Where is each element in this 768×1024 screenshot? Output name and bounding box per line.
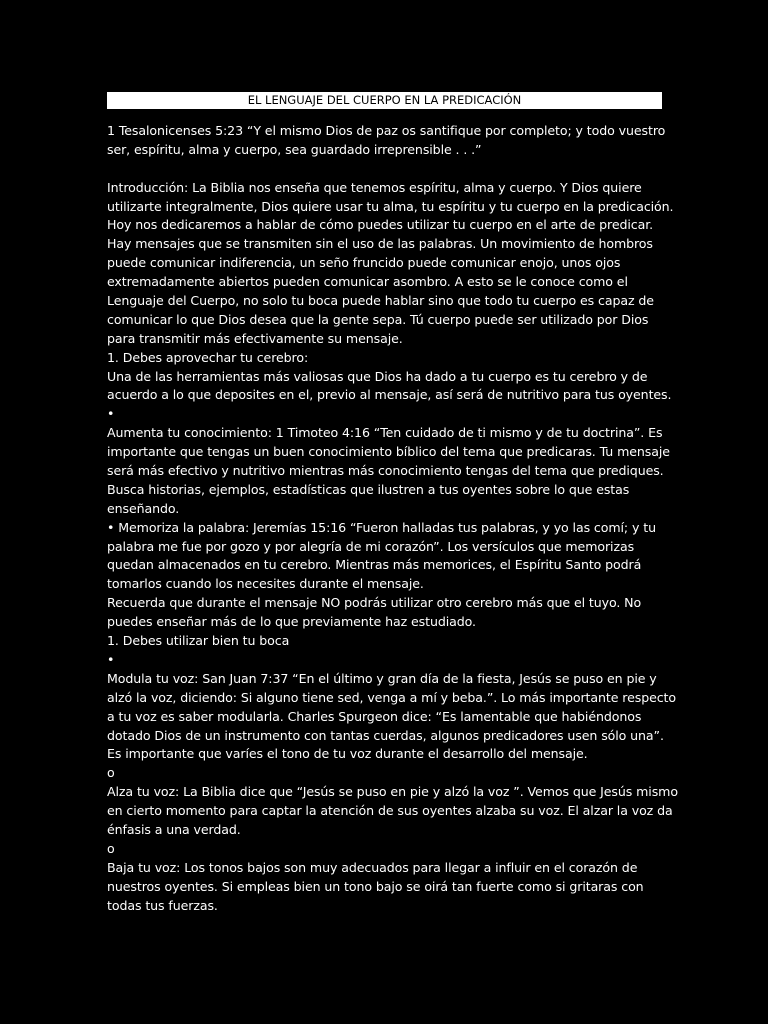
body-line: • bbox=[107, 651, 115, 667]
body-line: puedes enseñar más de lo que previamente haz estudiado. bbox=[107, 614, 476, 630]
body-line: nuestros oyentes. Si empleas bien un tono bajo se oirá tan fuerte como si gritaras con bbox=[107, 878, 644, 894]
body-line: Una de las herramientas más valiosas que Dios ha dado a tu cuerpo es tu cerebro y de bbox=[107, 368, 648, 384]
body-line: Aumenta tu conocimiento: 1 Timoteo 4:16 “Ten cuidado de ti mismo y de tu doctrina”. Es bbox=[107, 425, 663, 441]
body-line: comunicar lo que Dios desea que la gente sepa. Tú cuerpo puede ser utilizado por Dios bbox=[107, 311, 649, 327]
body-line: dotado Dios de un instrumento con tantas cuerdas, algunos predicadores usen sólo una”. bbox=[107, 727, 664, 743]
body-line: Lenguaje del Cuerpo, no solo tu boca puede hablar sino que todo tu cuerpo es capaz de bbox=[107, 293, 654, 309]
body-line: Introducción: La Biblia nos enseña que tenemos espíritu, alma y cuerpo. Y Dios quiere bbox=[107, 179, 642, 195]
body-line: en cierto momento para captar la atención de sus oyentes alzaba su voz. El alzar la voz da bbox=[107, 803, 673, 819]
body-line: extremadamente abiertos pueden comunicar asombro. A esto se le conoce como el bbox=[107, 274, 628, 290]
document-title: EL LENGUAJE DEL CUERPO EN LA PREDICACIÓN bbox=[107, 92, 662, 109]
body-line: Recuerda que durante el mensaje NO podrás utilizar otro cerebro más que el tuyo. No bbox=[107, 595, 642, 611]
body-line: palabra me fue por gozo y por alegría de mi corazón”. Los versículos que memorizas bbox=[107, 538, 635, 554]
body-line: para transmitir más efectivamente su mensaje. bbox=[107, 330, 403, 346]
body-line: 1. Debes utilizar bien tu boca bbox=[107, 633, 290, 649]
body-line: utilizarte integralmente, Dios quiere usar tu alma, tu espíritu y tu cuerpo en la predicación. bbox=[107, 198, 674, 214]
body-line: importante que tengas un buen conocimiento bíblico del tema que predicaras. Tu mensaje bbox=[107, 444, 670, 460]
body-line: o bbox=[107, 840, 115, 856]
body-line: puede comunicar indiferencia, un seño fruncido puede comunicar enojo, unos ojos bbox=[107, 255, 621, 271]
body-line: acuerdo a lo que deposites en el, previo al mensaje, así será de nutritivo para tus oyentes. bbox=[107, 387, 672, 403]
body-line: Baja tu voz: Los tonos bajos son muy adecuados para llegar a influir en el corazón de bbox=[107, 859, 638, 875]
body-line: alzó la voz, diciendo: Si alguno tiene sed, venga a mí y beba.”. Lo más importante respecto bbox=[107, 689, 677, 705]
body-line: énfasis a una verdad. bbox=[107, 821, 241, 837]
body-line: 1 Tesalonicenses 5:23 “Y el mismo Dios de paz os santifique por completo; y todo vuestro bbox=[107, 123, 666, 138]
body-line: Alza tu voz: La Biblia dice que “Jesús se puso en pie y alzó la voz ”. Vemos que Jesús mismo bbox=[107, 784, 678, 800]
body-line: o bbox=[107, 765, 115, 781]
body-line: será más efectivo y nutritivo mientras más conocimiento tengas del tema que prediques. bbox=[107, 463, 664, 479]
body-line: Es importante que varíes el tono de tu voz durante el desarrollo del mensaje. bbox=[107, 746, 588, 762]
body-line: 1. Debes aprovechar tu cerebro: bbox=[107, 349, 309, 365]
body-line: tomarlos cuando los necesites durante el mensaje. bbox=[107, 576, 424, 592]
body-line: • Memoriza la palabra: Jeremías 15:16 “Fueron halladas tus palabras, y yo las comí; y tu bbox=[107, 519, 656, 535]
document-body bbox=[107, 122, 678, 915]
body-line: ser, espíritu, alma y cuerpo, sea guardado irreprensible . . .” bbox=[107, 141, 482, 157]
body-line: Busca historias, ejemplos, estadísticas que ilustren a tus oyentes sobre lo que estas bbox=[107, 481, 630, 497]
body-line: Hoy nos dedicaremos a hablar de cómo puedes utilizar tu cuerpo en el arte de predicar. bbox=[107, 217, 654, 233]
body-line: • bbox=[107, 406, 115, 422]
body-line: Hay mensajes que se transmiten sin el uso de las palabras. Un movimiento de hombros bbox=[107, 236, 653, 252]
body-line: a tu voz es saber modularla. Charles Spurgeon dice: “Es lamentable que habiéndonos bbox=[107, 708, 642, 724]
body-line: Modula tu voz: San Juan 7:37 “En el último y gran día de la fiesta, Jesús se puso en pie y bbox=[107, 670, 657, 686]
body-line: quedan almacenados en tu cerebro. Mientras más memorices, el Espíritu Santo podrá bbox=[107, 557, 642, 573]
body-line: enseñando. bbox=[107, 500, 180, 516]
blank-line bbox=[107, 160, 662, 179]
body-line: todas tus fuerzas. bbox=[107, 897, 218, 913]
